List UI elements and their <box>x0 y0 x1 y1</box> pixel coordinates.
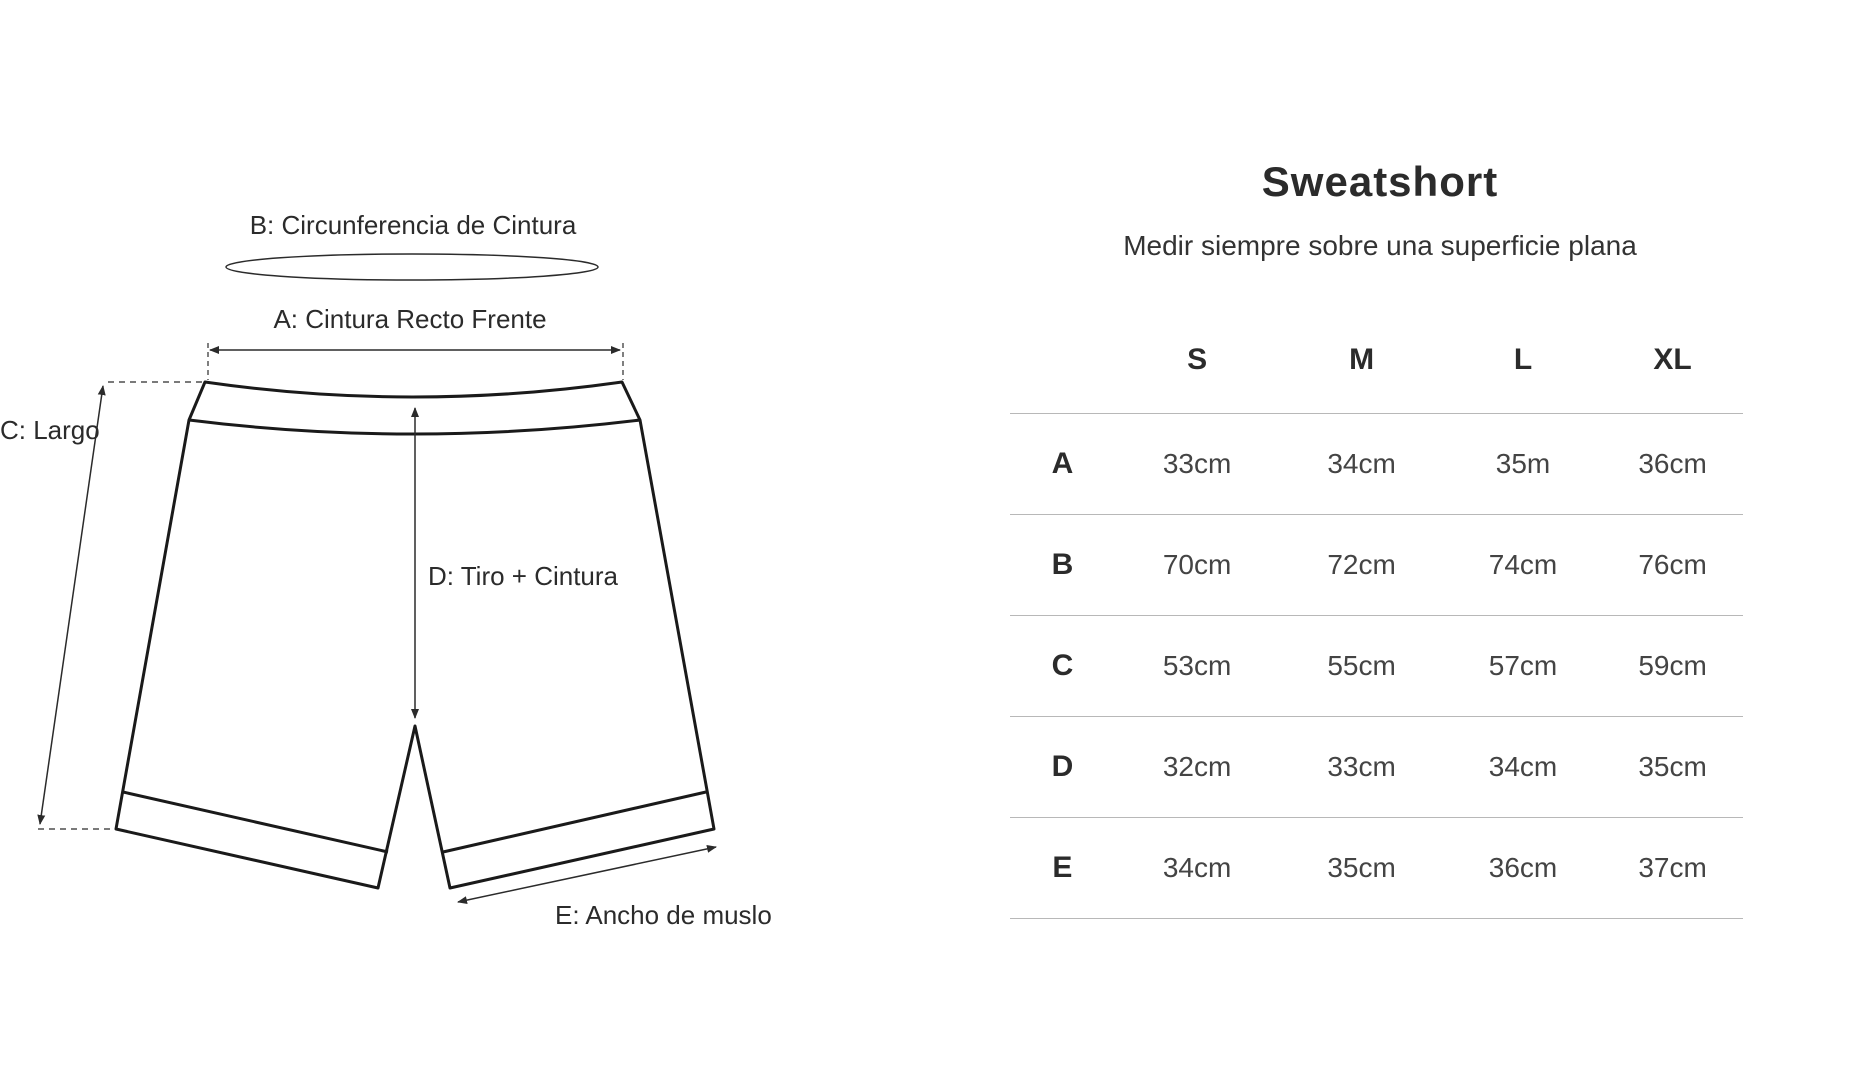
label-e: E: Ancho de muslo <box>555 900 772 930</box>
table-cell: 37cm <box>1602 818 1743 919</box>
label-a: A: Cintura Recto Frente <box>273 304 547 334</box>
table-cell: 36cm <box>1444 818 1602 919</box>
label-b: B: Circunferencia de Cintura <box>249 210 577 240</box>
arrow-e <box>458 847 716 902</box>
row-label: D <box>1010 717 1115 818</box>
table-cell: 53cm <box>1115 616 1279 717</box>
table-cell: 74cm <box>1444 515 1602 616</box>
row-label: A <box>1010 414 1115 515</box>
table-cell: 70cm <box>1115 515 1279 616</box>
page-title: Sweatshort <box>1261 158 1499 205</box>
table-row <box>1010 818 1743 919</box>
waist-circumference-ellipse <box>226 254 598 280</box>
table-cell: 59cm <box>1602 616 1743 717</box>
shorts-diagram <box>0 0 800 1071</box>
size-table <box>1010 306 1743 919</box>
table-cell: 35m <box>1444 414 1602 515</box>
column-header-m: M <box>1279 306 1443 414</box>
column-header-xl: XL <box>1602 306 1743 414</box>
table-cell: 33cm <box>1279 717 1443 818</box>
table-cell: 55cm <box>1279 616 1443 717</box>
arrow-c <box>40 386 103 824</box>
table-row <box>1010 616 1743 717</box>
row-label: E <box>1010 818 1115 919</box>
table-cell: 35cm <box>1279 818 1443 919</box>
table-cell: 34cm <box>1444 717 1602 818</box>
table-cell: 72cm <box>1279 515 1443 616</box>
table-cell: 36cm <box>1602 414 1743 515</box>
table-cell: 76cm <box>1602 515 1743 616</box>
row-label: C <box>1010 616 1115 717</box>
page-subtitle: Medir siempre sobre una superficie plana <box>1123 230 1637 261</box>
table-cell: 34cm <box>1115 818 1279 919</box>
table-corner <box>1010 306 1115 414</box>
table-header-row <box>1010 306 1743 414</box>
column-header-l: L <box>1444 306 1602 414</box>
label-c: C: Largo <box>0 415 100 445</box>
table-row <box>1010 414 1743 515</box>
table-row <box>1010 717 1743 818</box>
size-chart-panel <box>1010 150 1750 919</box>
table-cell: 35cm <box>1602 717 1743 818</box>
column-header-s: S <box>1115 306 1279 414</box>
table-cell: 34cm <box>1279 414 1443 515</box>
table-cell: 33cm <box>1115 414 1279 515</box>
row-label: B <box>1010 515 1115 616</box>
label-d: D: Tiro + Cintura <box>428 561 619 591</box>
table-cell: 57cm <box>1444 616 1602 717</box>
table-row <box>1010 515 1743 616</box>
table-cell: 32cm <box>1115 717 1279 818</box>
